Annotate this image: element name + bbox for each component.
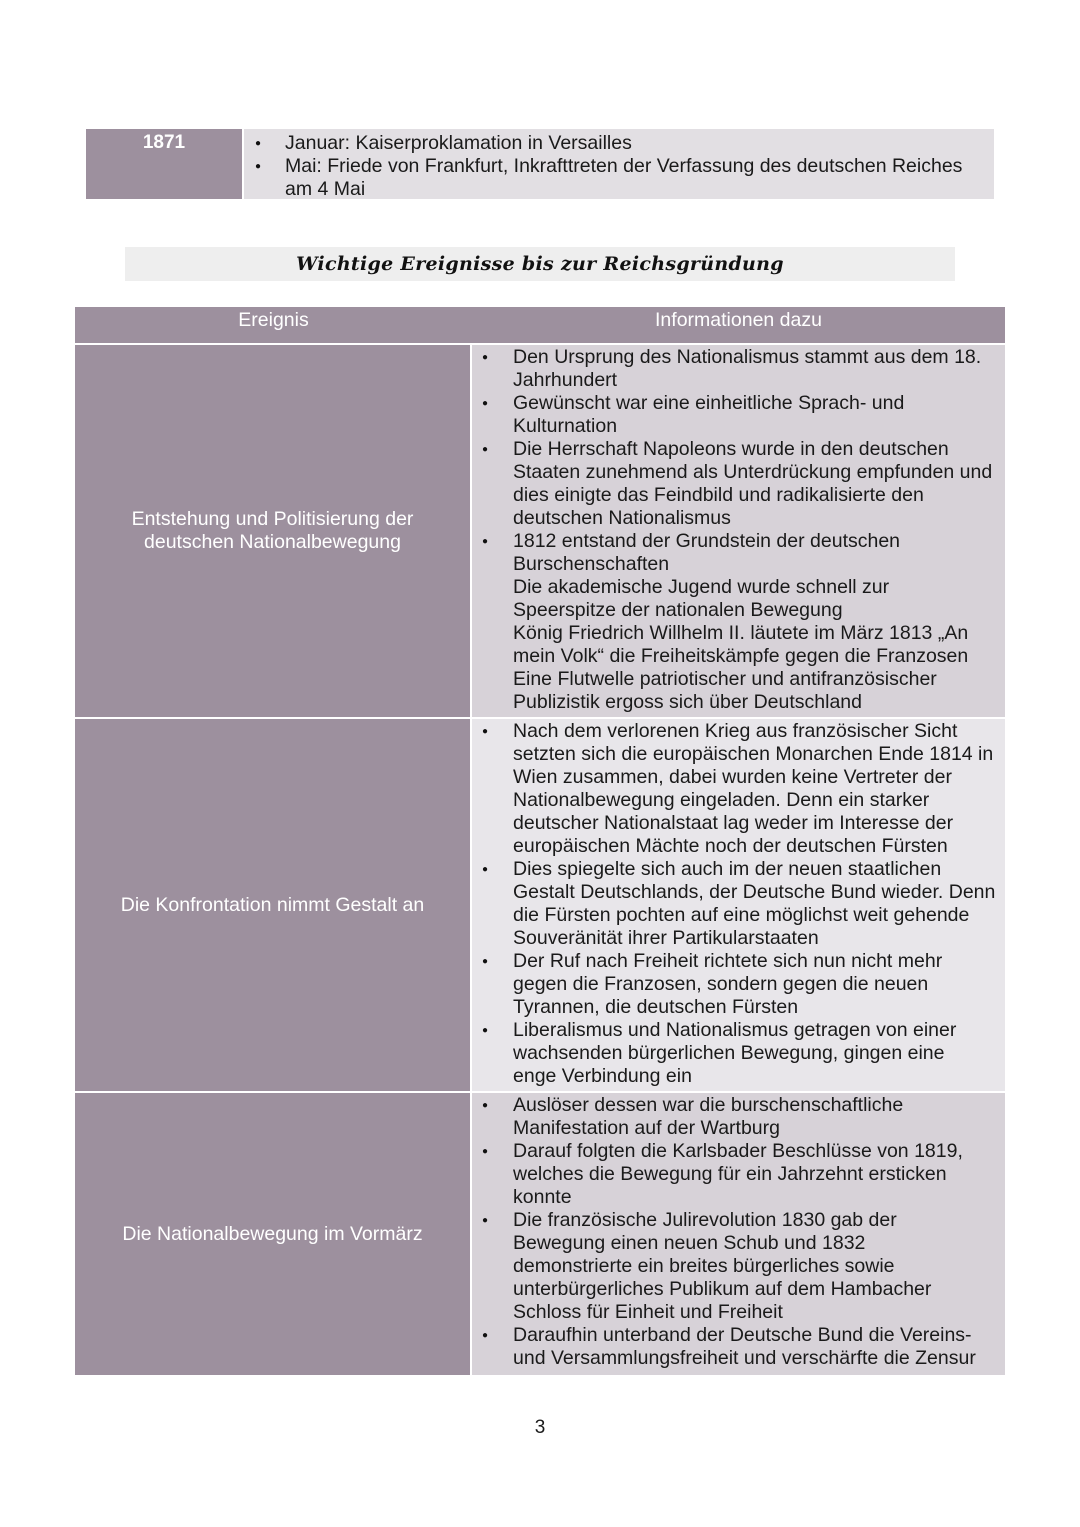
list-item: ● Die Herrschaft Napoleons wurde in den deutschen Staaten zunehmend als Unterdrückung empfunden und dies einigte das Feindbild und radikalisierte den deutschen Nationalismus xyxy=(472,438,999,530)
info-cell xyxy=(472,1093,1005,1375)
info-list xyxy=(472,1094,999,1370)
event-name: Entstehung und Politisierung der deutschen Nationalbewegung xyxy=(131,508,414,553)
event-cell xyxy=(75,1093,472,1375)
list-item: ● Januar: Kaiserproklamation in Versailles xyxy=(244,132,994,155)
event-cell xyxy=(75,719,472,1091)
table-row xyxy=(75,343,1005,717)
event-cell xyxy=(75,345,472,717)
list-item: ● Daraufhin unterband der Deutsche Bund die Vereins- und Versammlungsfreiheit und verschärfte die Zensur xyxy=(472,1324,999,1370)
list-item: ● Der Ruf nach Freiheit richtete sich nun nicht mehr gegen die Franzosen, sondern gegen die neuen Tyrannen, die deutschen Fürsten xyxy=(472,950,999,1019)
events-table xyxy=(75,307,1005,1375)
top-year-cell: 1871 xyxy=(86,129,244,199)
list-item: ● Mai: Friede von Frankfurt, Inkrafttreten der Verfassung des deutschen Reiches am 4 Mai xyxy=(244,155,994,201)
table-row xyxy=(75,717,1005,1091)
list-item: ● Gewünscht war eine einheitliche Sprach- und Kulturnation xyxy=(472,392,999,438)
list-item: ● Auslöser dessen war die burschenschaftliche Manifestation auf der Wartburg xyxy=(472,1094,999,1140)
column-header-info: Informationen dazu xyxy=(655,309,822,331)
list-item: ● Darauf folgten die Karlsbader Beschlüsse von 1819, welches die Bewegung für ein Jahrzehnt ersticken konnte xyxy=(472,1140,999,1209)
list-item: ● 1812 entstand der Grundstein der deutschen Burschenschaften xyxy=(472,530,999,576)
table-row xyxy=(75,1091,1005,1375)
info-cell xyxy=(472,345,1005,717)
top-info-cell xyxy=(244,129,994,199)
list-item: Die akademische Jugend wurde schnell zur Speerspitze der nationalen Bewegung xyxy=(513,576,890,621)
list-item: ● Die französische Julirevolution 1830 gab der Bewegung einen neuen Schub und 1832 demonstrierte ein breites bürgerliches sowie unterbürgerliches Publikum auf dem Hambacher Schloss für Einheit und Freiheit xyxy=(472,1209,999,1324)
event-name: Die Konfrontation nimmt Gestalt an xyxy=(120,893,425,916)
list-item: Eine Flutwelle patriotischer und antifranzösischer Publizistik ergoss sich über Deutschland xyxy=(513,668,937,713)
column-header-event: Ereignis xyxy=(238,309,309,331)
list-item: ● Dies spiegelte sich auch im der neuen staatlichen Gestalt Deutschlands, der Deutsche Bund wieder. Denn die Fürsten pochten auf eine möglichst weit gehende Souveränität ihrer Partikularstaaten xyxy=(472,858,999,950)
section-heading-bar xyxy=(125,247,955,281)
table-header-row xyxy=(75,307,1005,343)
info-list xyxy=(472,346,999,714)
top-info-list xyxy=(244,132,994,201)
page-number: 3 xyxy=(534,1417,546,1438)
top-timeline-table xyxy=(85,128,995,200)
section-heading: Wichtige Ereignisse bis zur Reichsgründung xyxy=(296,253,784,275)
list-item: ● Nach dem verlorenen Krieg aus französischer Sicht setzten sich die europäischen Monarchen Ende 1814 in Wien zusammen, dabei wurden keine Vertreter der Nationalbewegung eingeladen. Denn ein starker deutscher Nationalstaat lag weder im Interesse der europäischen Mächte noch der deutschen Fürsten xyxy=(472,720,999,858)
info-list xyxy=(472,720,999,1088)
list-item: König Friedrich Willhelm II. läutete im März 1813 „An mein Volk“ die Freiheitskämpfe gegen die Franzosen xyxy=(513,622,969,667)
list-item: ● Den Ursprung des Nationalismus stammt aus dem 18. Jahrhundert xyxy=(472,346,999,392)
info-cell xyxy=(472,719,1005,1091)
event-name: Die Nationalbewegung im Vormärz xyxy=(122,1222,423,1245)
list-item: ● Liberalismus und Nationalismus getragen von einer wachsenden bürgerlichen Bewegung, gingen eine enge Verbindung ein xyxy=(472,1019,999,1088)
